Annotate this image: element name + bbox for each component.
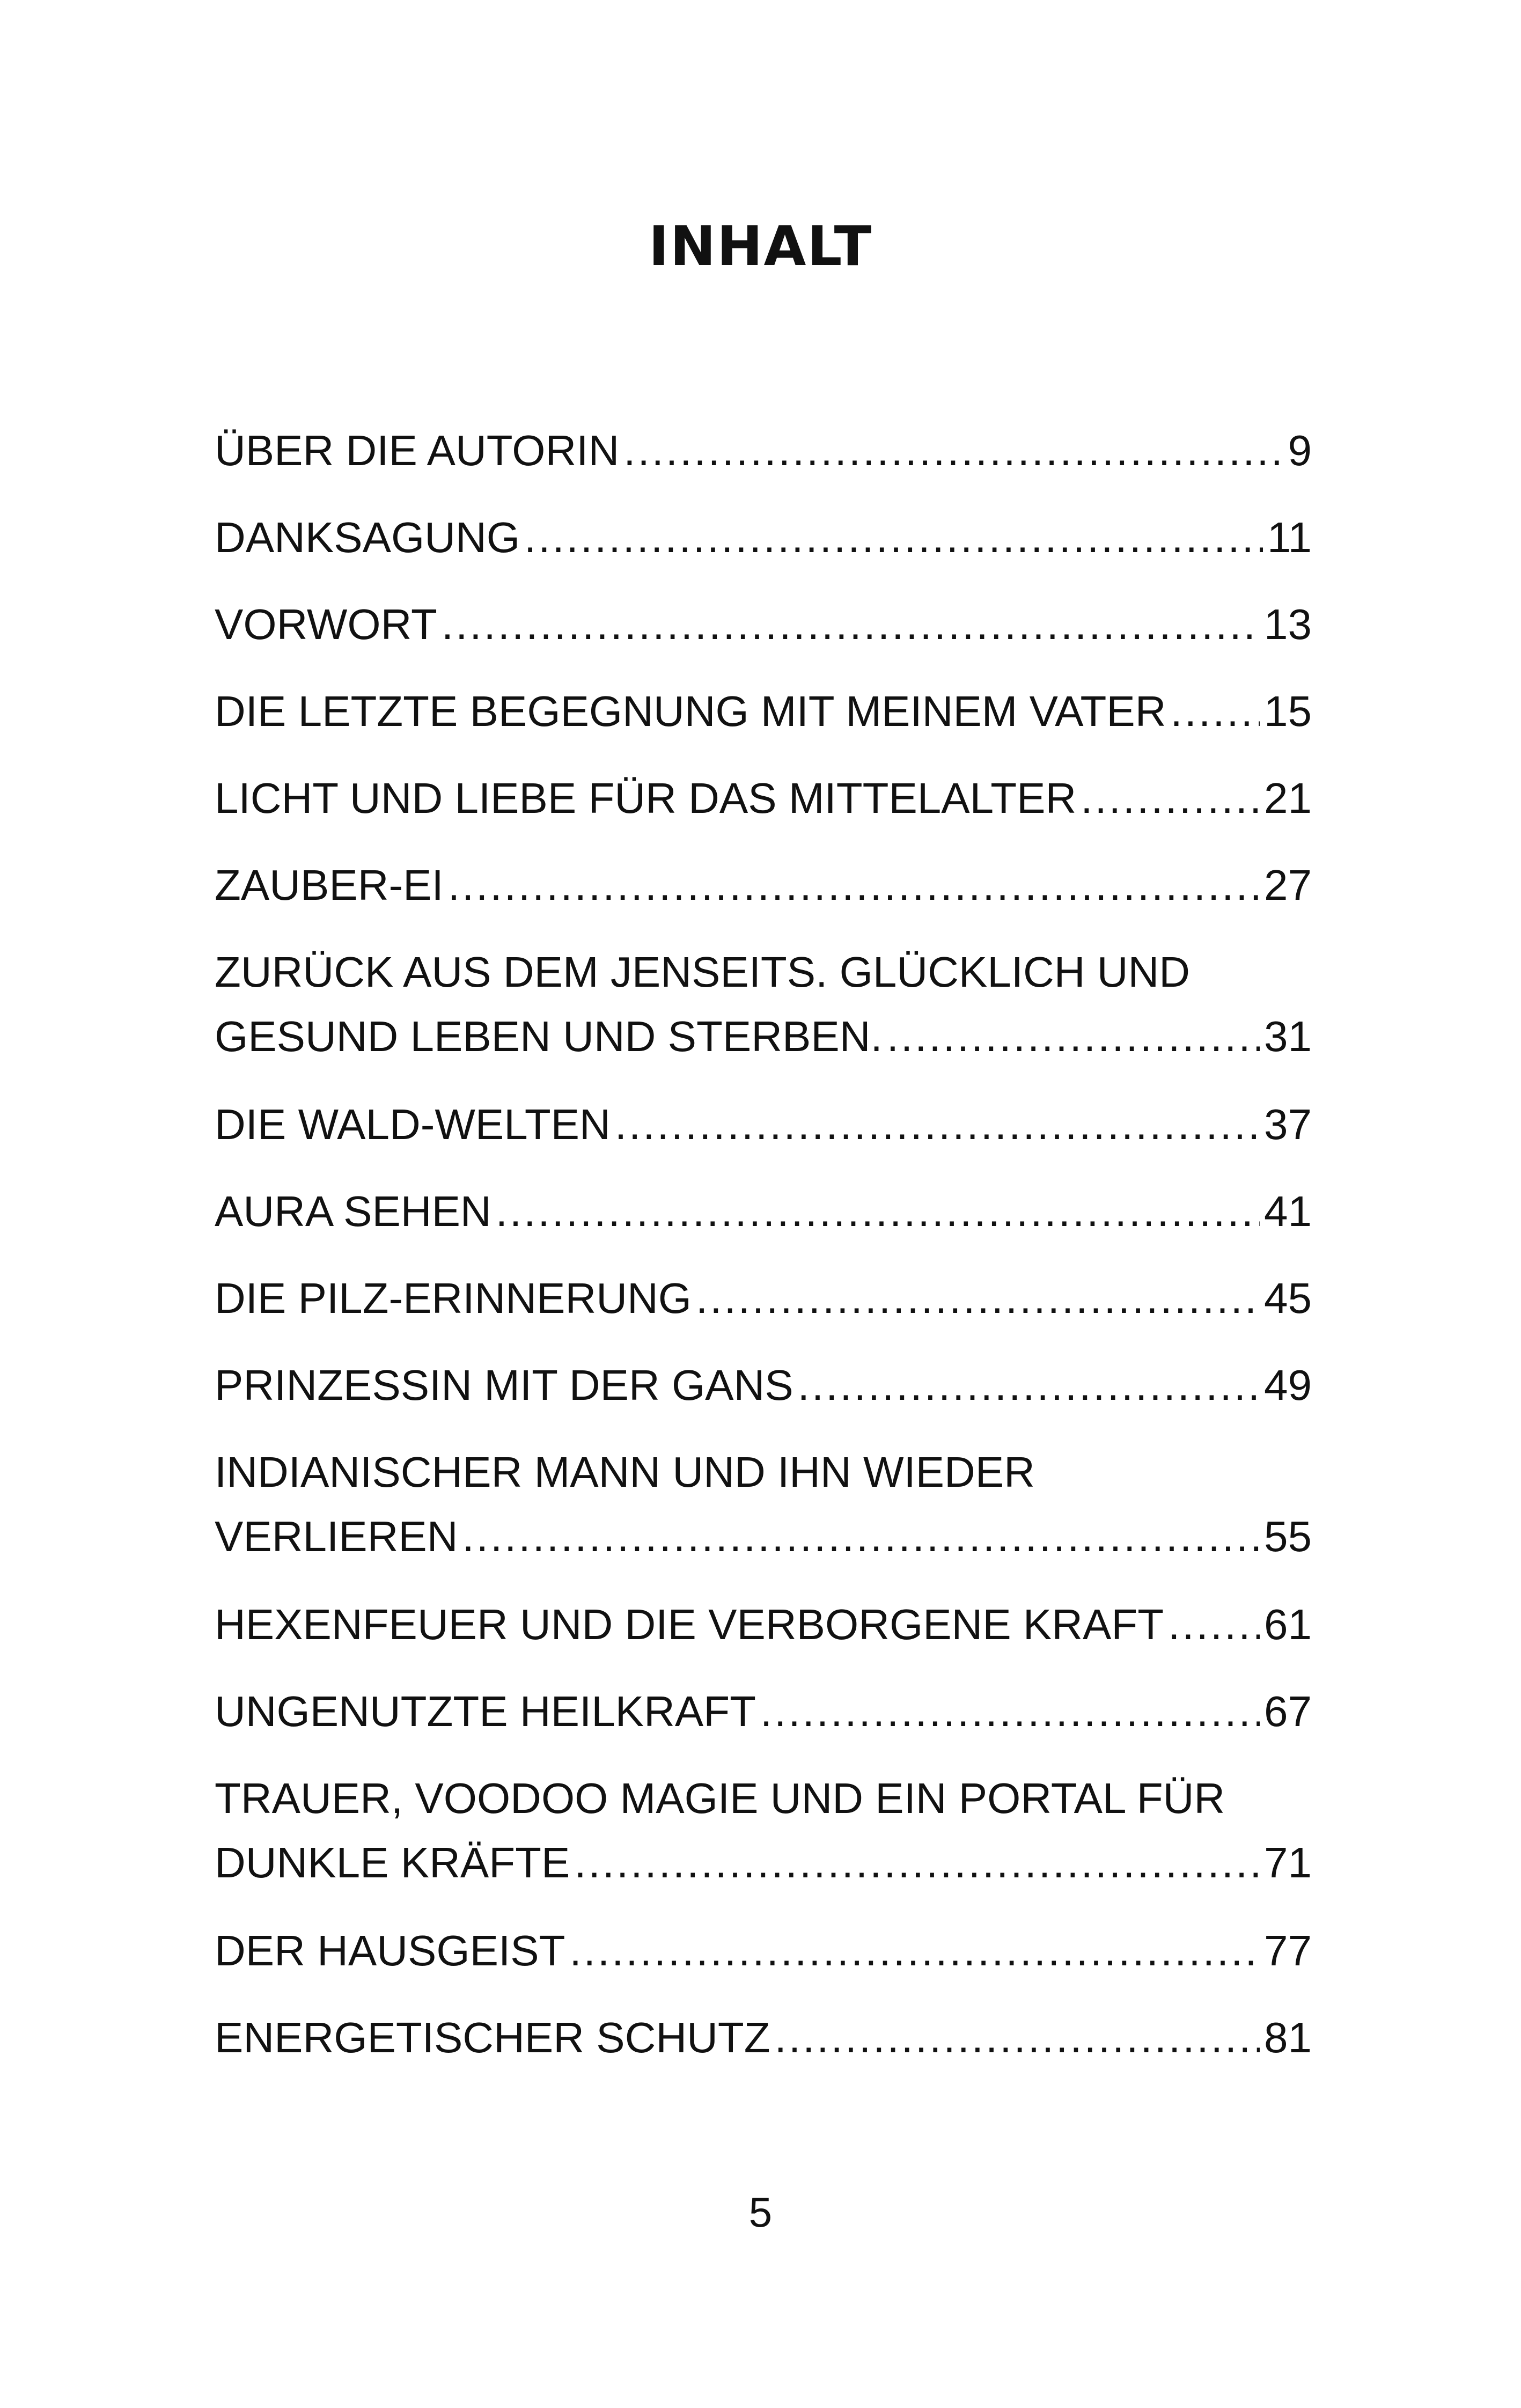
toc-entry-title: VERLIEREN <box>215 1513 458 1560</box>
toc-dot-leader <box>760 1679 1260 1744</box>
toc-entry-page: 49 <box>1264 1361 1312 1409</box>
toc-entry <box>215 679 1312 744</box>
toc-entry-title: HEXENFEUER UND DIE VERBORGENE KRAFT <box>215 1601 1164 1648</box>
toc-entry-page: 81 <box>1264 2014 1312 2061</box>
toc-entry <box>215 1440 1312 1569</box>
toc-entry-title: ÜBER DIE AUTORIN <box>215 427 620 474</box>
toc-entry <box>215 1353 1312 1418</box>
toc-entry-page: 9 <box>1288 427 1312 474</box>
toc-entry-page: 21 <box>1264 774 1312 822</box>
toc-entry-page: 77 <box>1264 1927 1312 1974</box>
toc-dot-leader <box>887 1004 1260 1069</box>
toc-entry-page: 37 <box>1264 1100 1312 1148</box>
toc-entry <box>215 592 1312 657</box>
toc-entry-title-line1: ZURÜCK AUS DEM JENSEITS. GLÜCKLICH UND <box>215 948 1191 996</box>
toc-entry-page: 41 <box>1264 1187 1312 1235</box>
table-of-contents <box>215 0 1312 2408</box>
toc-dot-leader <box>462 1504 1260 1569</box>
toc-entry-page: 31 <box>1264 1012 1312 1060</box>
toc-entry <box>215 766 1312 831</box>
toc-entry <box>215 1179 1312 1244</box>
toc-entry-title: PRINZESSIN MIT DER GANS <box>215 1361 793 1409</box>
page-number: 5 <box>748 2189 773 2236</box>
toc-entry <box>215 2006 1312 2070</box>
toc-entry <box>215 1592 1312 1657</box>
toc-entry <box>215 1092 1312 1157</box>
toc-dot-leader <box>1171 679 1260 744</box>
toc-entry <box>215 1266 1312 1331</box>
toc-entry <box>215 1766 1312 1895</box>
toc-entry-title-line1: TRAUER, VOODOO MAGIE UND EIN PORTAL FÜR <box>215 1774 1225 1822</box>
toc-dot-leader <box>775 2006 1260 2070</box>
toc-entry-page: 27 <box>1264 861 1312 909</box>
toc-dot-leader <box>696 1266 1260 1331</box>
toc-entry-page: 13 <box>1264 600 1312 648</box>
page-title: INHALT <box>648 215 873 278</box>
toc-entry-title: VORWORT <box>215 600 437 648</box>
toc-entry-page: 45 <box>1264 1274 1312 1322</box>
toc-entry-page: 15 <box>1264 687 1312 735</box>
toc-dot-leader <box>623 419 1283 483</box>
toc-dot-leader <box>615 1092 1260 1157</box>
toc-dot-leader <box>442 592 1260 657</box>
toc-entry <box>215 1679 1312 1744</box>
toc-entry-page: 61 <box>1264 1601 1312 1648</box>
toc-entry <box>215 419 1312 483</box>
toc-entry-title: LICHT UND LIEBE FÜR DAS MITTELALTER <box>215 774 1077 822</box>
toc-entry <box>215 1919 1312 1983</box>
toc-entry-title: ZAUBER-EI <box>215 861 444 909</box>
toc-entry-title: DUNKLE KRÄFTE <box>215 1839 570 1886</box>
toc-dot-leader <box>448 853 1260 917</box>
toc-entry-title-line1: INDIANISCHER MANN UND IHN WIEDER <box>215 1448 1035 1496</box>
toc-dot-leader <box>569 1919 1260 1983</box>
toc-entry <box>215 505 1312 570</box>
toc-entry-title: DIE PILZ-ERINNERUNG <box>215 1274 692 1322</box>
toc-dot-leader <box>574 1831 1260 1895</box>
toc-entry-title: GESUND LEBEN UND STERBEN. <box>215 1012 883 1060</box>
toc-entry-title: DIE LETZTE BEGEGNUNG MIT MEINEM VATER <box>215 687 1166 735</box>
toc-dot-leader <box>496 1179 1260 1244</box>
toc-entry <box>215 940 1312 1069</box>
toc-dot-leader <box>1081 766 1260 831</box>
toc-entry-title: DANKSAGUNG <box>215 513 520 561</box>
toc-entry-page: 11 <box>1267 513 1312 561</box>
toc-entry-title: AURA SEHEN <box>215 1187 491 1235</box>
toc-entry-title: DIE WALD-WELTEN <box>215 1100 611 1148</box>
toc-dot-leader <box>798 1353 1260 1418</box>
toc-entry-page: 55 <box>1264 1513 1312 1560</box>
toc-dot-leader <box>524 505 1263 570</box>
toc-entry-title: DER HAUSGEIST <box>215 1927 565 1974</box>
toc-entry-title: UNGENUTZTE HEILKRAFT <box>215 1687 756 1735</box>
toc-entry-page: 71 <box>1264 1839 1312 1886</box>
toc-dot-leader <box>1168 1592 1260 1657</box>
toc-entry <box>215 853 1312 917</box>
toc-entry-page: 67 <box>1264 1687 1312 1735</box>
toc-entry-title: ENERGETISCHER SCHUTZ <box>215 2014 770 2061</box>
